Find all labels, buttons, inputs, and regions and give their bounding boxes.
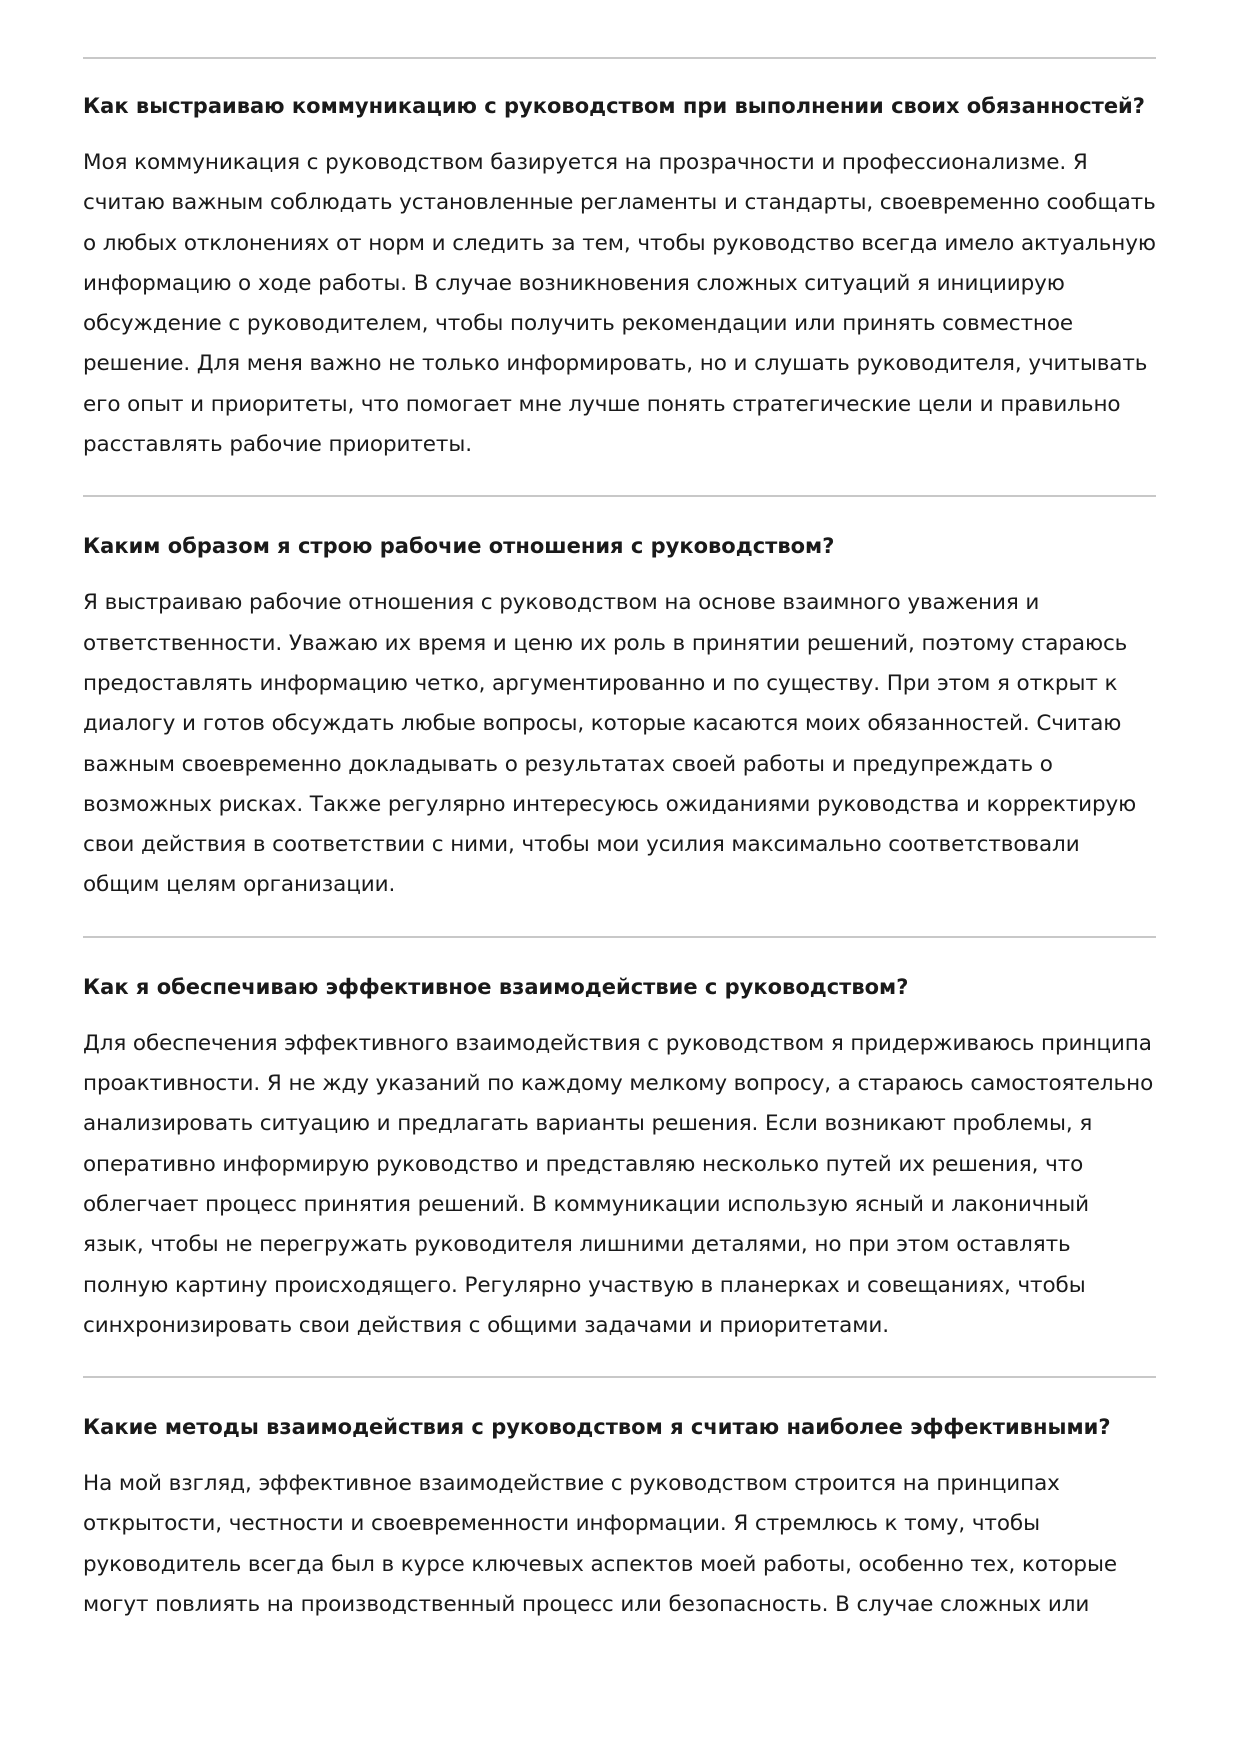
document-page: [83, 57, 1156, 1655]
answer-paragraph: Для обеспечения эффективного взаимодействия с руководством я придерживаюсь принципа проактивности. Я не жду указаний по каждому мелкому вопросу, а стараюсь самостоятельно анализировать ситуацию и предлагать варианты решения. Если возникают проблемы, я оперативно информирую руководство и представляю несколько путей их решения, что облегчает процесс принятия решений. В коммуникации использую ясный и лаконичный язык, чтобы не перегружать руководителя лишними деталями, но при этом оставлять полную картину происходящего. Регулярно участвую в планерках и совещаниях, чтобы синхронизировать свои действия с общими задачами и приоритетами.: [83, 1030, 1154, 1338]
qa-section: [83, 1376, 1156, 1655]
question-heading: Как я обеспечиваю эффективное взаимодействие с руководством?: [83, 974, 909, 999]
answer-paragraph: Я выстраиваю рабочие отношения с руководством на основе взаимного уважения и ответственности. Уважаю их время и ценю их роль в принятии решений, поэтому стараюсь предоставлять информацию четко, аргументированно и по существу. При этом я открыт к диалогу и готов обсуждать любые вопросы, которые касаются моих обязанностей. Считаю важным своевременно докладывать о результатах своей работы и предупреждать о возможных рисках. Также регулярно интересуюсь ожиданиями руководства и корректирую свои действия в соответствии с ними, чтобы мои усилия максимально соответствовали общим целям организации.: [83, 590, 1137, 898]
question-heading: Какие методы взаимодействия с руководством я считаю наиболее эффективными?: [83, 1415, 1111, 1440]
answer-paragraph: Моя коммуникация с руководством базируется на прозрачности и профессионализме. Я считаю важным соблюдать установленные регламенты и стандарты, своевременно сообщать о любых отклонениях от норм и следить за тем, чтобы руководство всегда имело актуальную информацию о ходе работы. В случае возникновения сложных ситуаций я инициирую обсуждение с руководителем, чтобы получить рекомендации или принять совместное решение. Для меня важно не только информировать, но и слушать руководителя, учитывать его опыт и приоритеты, что помогает мне лучше понять стратегические цели и правильно расставлять рабочие приоритеты.: [83, 150, 1156, 458]
qa-section: [83, 57, 1156, 495]
question-heading: Каким образом я строю рабочие отношения с руководством?: [83, 534, 835, 559]
qa-section: [83, 495, 1156, 935]
answer-paragraph: На мой взгляд, эффективное взаимодействие с руководством строится на принципах открытости, честности и своевременности информации. Я стремлюсь к тому, чтобы руководитель всегда был в курсе ключевых аспектов моей работы, особенно тех, которые могут повлиять на производственный процесс или безопасность. В случае сложных или: [83, 1471, 1117, 1618]
question-heading: Как выстраиваю коммуникацию с руководством при выполнении своих обязанностей?: [83, 94, 1145, 118]
qa-section: [83, 936, 1156, 1376]
